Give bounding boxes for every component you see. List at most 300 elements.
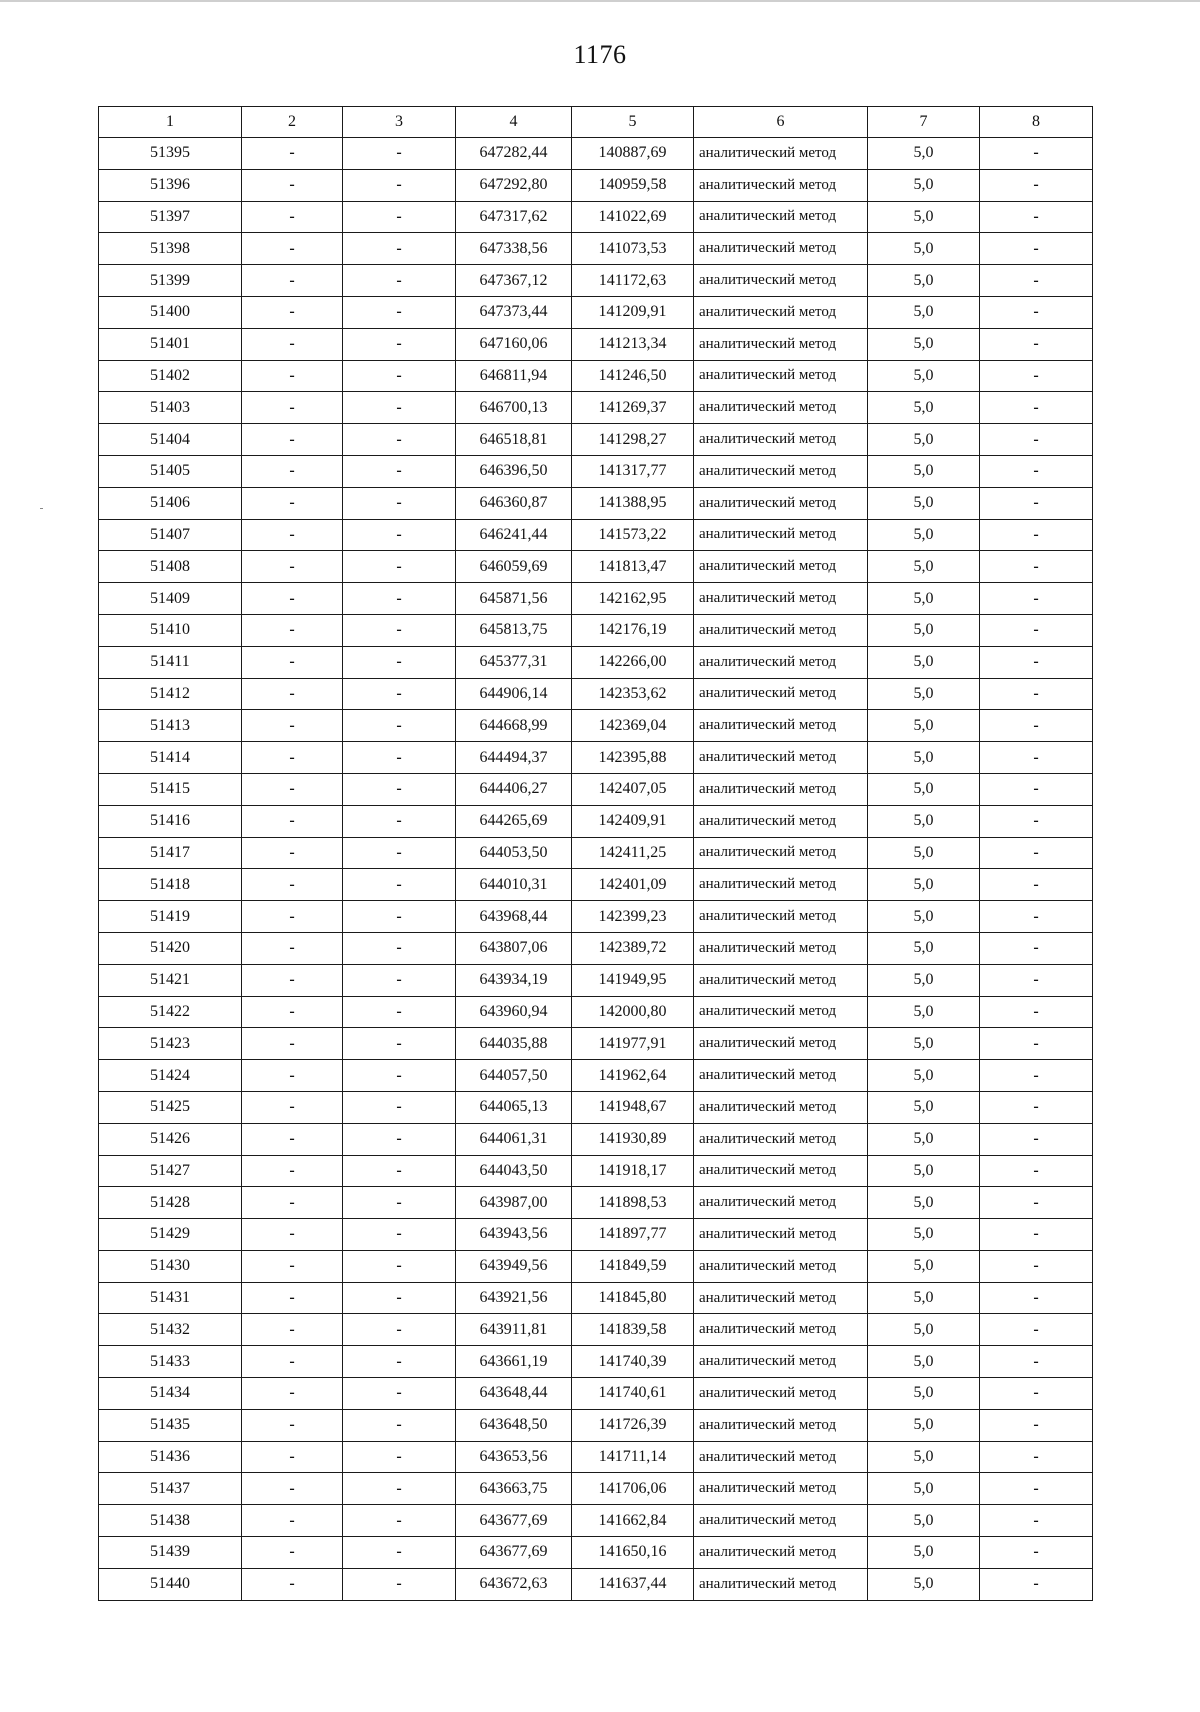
method-cell: аналитический метод [694, 392, 868, 424]
x-coordinate-cell: 644057,50 [456, 1060, 572, 1092]
col8-value-cell: - [980, 901, 1093, 933]
y-coordinate-cell: 141977,91 [572, 1028, 694, 1060]
x-coordinate-cell: 644265,69 [456, 805, 572, 837]
x-coordinate-cell: 647160,06 [456, 328, 572, 360]
x-coordinate-cell: 644035,88 [456, 1028, 572, 1060]
method-cell: аналитический метод [694, 1314, 868, 1346]
accuracy-cell: 5,0 [868, 1568, 980, 1600]
y-coordinate-cell: 141918,17 [572, 1155, 694, 1187]
method-cell: аналитический метод [694, 360, 868, 392]
col2-value-cell: - [242, 837, 343, 869]
col8-value-cell: - [980, 201, 1093, 233]
point-number-cell: 51436 [99, 1441, 242, 1473]
method-cell: аналитический метод [694, 1505, 868, 1537]
point-number-cell: 51424 [99, 1060, 242, 1092]
table-row [99, 487, 1093, 519]
col3-value-cell: - [343, 1187, 456, 1219]
point-number-cell: 51409 [99, 583, 242, 615]
x-coordinate-cell: 643968,44 [456, 901, 572, 933]
method-cell: аналитический метод [694, 551, 868, 583]
table-row [99, 646, 1093, 678]
column-header-4: 4 [456, 107, 572, 138]
method-cell: аналитический метод [694, 932, 868, 964]
col3-value-cell: - [343, 964, 456, 996]
col2-value-cell: - [242, 1314, 343, 1346]
method-cell: аналитический метод [694, 1091, 868, 1123]
col2-value-cell: - [242, 1091, 343, 1123]
y-coordinate-cell: 141650,16 [572, 1537, 694, 1569]
accuracy-cell: 5,0 [868, 678, 980, 710]
col8-value-cell: - [980, 519, 1093, 551]
accuracy-cell: 5,0 [868, 1282, 980, 1314]
x-coordinate-cell: 644065,13 [456, 1091, 572, 1123]
point-number-cell: 51433 [99, 1346, 242, 1378]
x-coordinate-cell: 643663,75 [456, 1473, 572, 1505]
accuracy-cell: 5,0 [868, 1123, 980, 1155]
col3-value-cell: - [343, 646, 456, 678]
table-row [99, 964, 1093, 996]
col2-value-cell: - [242, 678, 343, 710]
column-header-3: 3 [343, 107, 456, 138]
accuracy-cell: 5,0 [868, 392, 980, 424]
x-coordinate-cell: 647292,80 [456, 169, 572, 201]
col2-value-cell: - [242, 1250, 343, 1282]
method-cell: аналитический метод [694, 614, 868, 646]
col3-value-cell: - [343, 328, 456, 360]
method-cell: аналитический метод [694, 1537, 868, 1569]
x-coordinate-cell: 643949,56 [456, 1250, 572, 1282]
method-cell: аналитический метод [694, 201, 868, 233]
accuracy-cell: 5,0 [868, 932, 980, 964]
col3-value-cell: - [343, 1155, 456, 1187]
accuracy-cell: 5,0 [868, 487, 980, 519]
col3-value-cell: - [343, 1378, 456, 1410]
col2-value-cell: - [242, 805, 343, 837]
accuracy-cell: 5,0 [868, 169, 980, 201]
table-row [99, 1219, 1093, 1251]
col8-value-cell: - [980, 233, 1093, 265]
table-row [99, 1409, 1093, 1441]
y-coordinate-cell: 142176,19 [572, 614, 694, 646]
col3-value-cell: - [343, 583, 456, 615]
method-cell: аналитический метод [694, 169, 868, 201]
col3-value-cell: - [343, 455, 456, 487]
col3-value-cell: - [343, 869, 456, 901]
col3-value-cell: - [343, 1409, 456, 1441]
point-number-cell: 51411 [99, 646, 242, 678]
col8-value-cell: - [980, 138, 1093, 170]
table-header-row [99, 107, 1093, 138]
col8-value-cell: - [980, 996, 1093, 1028]
col8-value-cell: - [980, 583, 1093, 615]
point-number-cell: 51396 [99, 169, 242, 201]
accuracy-cell: 5,0 [868, 1250, 980, 1282]
table-row [99, 710, 1093, 742]
point-number-cell: 51439 [99, 1537, 242, 1569]
col8-value-cell: - [980, 392, 1093, 424]
point-number-cell: 51412 [99, 678, 242, 710]
table-row [99, 1123, 1093, 1155]
table-row [99, 932, 1093, 964]
y-coordinate-cell: 141962,64 [572, 1060, 694, 1092]
col8-value-cell: - [980, 614, 1093, 646]
table-row [99, 233, 1093, 265]
y-coordinate-cell: 141637,44 [572, 1568, 694, 1600]
col3-value-cell: - [343, 1028, 456, 1060]
method-cell: аналитический метод [694, 742, 868, 774]
col2-value-cell: - [242, 1378, 343, 1410]
point-number-cell: 51405 [99, 455, 242, 487]
col8-value-cell: - [980, 837, 1093, 869]
table-row [99, 392, 1093, 424]
table-row [99, 1187, 1093, 1219]
column-header-5: 5 [572, 107, 694, 138]
method-cell: аналитический метод [694, 1346, 868, 1378]
col2-value-cell: - [242, 1155, 343, 1187]
col2-value-cell: - [242, 1123, 343, 1155]
y-coordinate-cell: 141209,91 [572, 296, 694, 328]
y-coordinate-cell: 141269,37 [572, 392, 694, 424]
col8-value-cell: - [980, 932, 1093, 964]
table-row [99, 678, 1093, 710]
x-coordinate-cell: 643677,69 [456, 1505, 572, 1537]
accuracy-cell: 5,0 [868, 837, 980, 869]
x-coordinate-cell: 647373,44 [456, 296, 572, 328]
col3-value-cell: - [343, 837, 456, 869]
point-number-cell: 51418 [99, 869, 242, 901]
y-coordinate-cell: 142266,00 [572, 646, 694, 678]
point-number-cell: 51427 [99, 1155, 242, 1187]
column-header-2: 2 [242, 107, 343, 138]
col2-value-cell: - [242, 201, 343, 233]
y-coordinate-cell: 141388,95 [572, 487, 694, 519]
y-coordinate-cell: 141213,34 [572, 328, 694, 360]
y-coordinate-cell: 142409,91 [572, 805, 694, 837]
method-cell: аналитический метод [694, 1378, 868, 1410]
col2-value-cell: - [242, 392, 343, 424]
col3-value-cell: - [343, 1568, 456, 1600]
point-number-cell: 51408 [99, 551, 242, 583]
table-row [99, 1441, 1093, 1473]
method-cell: аналитический метод [694, 455, 868, 487]
x-coordinate-cell: 643653,56 [456, 1441, 572, 1473]
accuracy-cell: 5,0 [868, 1537, 980, 1569]
point-number-cell: 51437 [99, 1473, 242, 1505]
y-coordinate-cell: 140887,69 [572, 138, 694, 170]
accuracy-cell: 5,0 [868, 360, 980, 392]
accuracy-cell: 5,0 [868, 1473, 980, 1505]
y-coordinate-cell: 142411,25 [572, 837, 694, 869]
col8-value-cell: - [980, 487, 1093, 519]
col3-value-cell: - [343, 1091, 456, 1123]
col3-value-cell: - [343, 773, 456, 805]
y-coordinate-cell: 142369,04 [572, 710, 694, 742]
table-row [99, 773, 1093, 805]
col2-value-cell: - [242, 296, 343, 328]
col8-value-cell: - [980, 1060, 1093, 1092]
col3-value-cell: - [343, 551, 456, 583]
col2-value-cell: - [242, 1441, 343, 1473]
table-row [99, 1568, 1093, 1600]
x-coordinate-cell: 644668,99 [456, 710, 572, 742]
column-header-1: 1 [99, 107, 242, 138]
col8-value-cell: - [980, 1537, 1093, 1569]
y-coordinate-cell: 140959,58 [572, 169, 694, 201]
accuracy-cell: 5,0 [868, 646, 980, 678]
point-number-cell: 51407 [99, 519, 242, 551]
table-row [99, 1378, 1093, 1410]
accuracy-cell: 5,0 [868, 1441, 980, 1473]
col3-value-cell: - [343, 710, 456, 742]
point-number-cell: 51403 [99, 392, 242, 424]
col2-value-cell: - [242, 710, 343, 742]
accuracy-cell: 5,0 [868, 1505, 980, 1537]
accuracy-cell: 5,0 [868, 328, 980, 360]
x-coordinate-cell: 646518,81 [456, 424, 572, 456]
table-row [99, 614, 1093, 646]
table-row [99, 583, 1093, 615]
col8-value-cell: - [980, 1409, 1093, 1441]
accuracy-cell: 5,0 [868, 265, 980, 297]
accuracy-cell: 5,0 [868, 1028, 980, 1060]
table-row [99, 1505, 1093, 1537]
col3-value-cell: - [343, 996, 456, 1028]
x-coordinate-cell: 644061,31 [456, 1123, 572, 1155]
y-coordinate-cell: 142000,80 [572, 996, 694, 1028]
y-coordinate-cell: 142389,72 [572, 932, 694, 964]
col2-value-cell: - [242, 233, 343, 265]
accuracy-cell: 5,0 [868, 201, 980, 233]
method-cell: аналитический метод [694, 678, 868, 710]
point-number-cell: 51435 [99, 1409, 242, 1441]
point-number-cell: 51425 [99, 1091, 242, 1123]
x-coordinate-cell: 646811,94 [456, 360, 572, 392]
method-cell: аналитический метод [694, 1187, 868, 1219]
y-coordinate-cell: 141711,14 [572, 1441, 694, 1473]
table-row [99, 138, 1093, 170]
table-row [99, 328, 1093, 360]
point-number-cell: 51426 [99, 1123, 242, 1155]
x-coordinate-cell: 643987,00 [456, 1187, 572, 1219]
col2-value-cell: - [242, 519, 343, 551]
col8-value-cell: - [980, 1282, 1093, 1314]
method-cell: аналитический метод [694, 328, 868, 360]
col3-value-cell: - [343, 901, 456, 933]
method-cell: аналитический метод [694, 1409, 868, 1441]
point-number-cell: 51423 [99, 1028, 242, 1060]
y-coordinate-cell: 141898,53 [572, 1187, 694, 1219]
method-cell: аналитический метод [694, 837, 868, 869]
accuracy-cell: 5,0 [868, 1187, 980, 1219]
y-coordinate-cell: 141022,69 [572, 201, 694, 233]
y-coordinate-cell: 142353,62 [572, 678, 694, 710]
col3-value-cell: - [343, 265, 456, 297]
col8-value-cell: - [980, 328, 1093, 360]
col2-value-cell: - [242, 773, 343, 805]
x-coordinate-cell: 645377,31 [456, 646, 572, 678]
col3-value-cell: - [343, 1441, 456, 1473]
point-number-cell: 51417 [99, 837, 242, 869]
method-cell: аналитический метод [694, 1441, 868, 1473]
point-number-cell: 51395 [99, 138, 242, 170]
col3-value-cell: - [343, 1060, 456, 1092]
column-header-8: 8 [980, 107, 1093, 138]
accuracy-cell: 5,0 [868, 1378, 980, 1410]
col3-value-cell: - [343, 201, 456, 233]
col2-value-cell: - [242, 869, 343, 901]
col2-value-cell: - [242, 1060, 343, 1092]
table-row [99, 265, 1093, 297]
x-coordinate-cell: 645813,75 [456, 614, 572, 646]
x-coordinate-cell: 644010,31 [456, 869, 572, 901]
point-number-cell: 51410 [99, 614, 242, 646]
col8-value-cell: - [980, 773, 1093, 805]
col2-value-cell: - [242, 1028, 343, 1060]
x-coordinate-cell: 644053,50 [456, 837, 572, 869]
col2-value-cell: - [242, 996, 343, 1028]
point-number-cell: 51440 [99, 1568, 242, 1600]
accuracy-cell: 5,0 [868, 996, 980, 1028]
x-coordinate-cell: 646396,50 [456, 455, 572, 487]
col3-value-cell: - [343, 138, 456, 170]
column-header-6: 6 [694, 107, 868, 138]
point-number-cell: 51432 [99, 1314, 242, 1346]
point-number-cell: 51431 [99, 1282, 242, 1314]
point-number-cell: 51399 [99, 265, 242, 297]
col2-value-cell: - [242, 1187, 343, 1219]
method-cell: аналитический метод [694, 710, 868, 742]
x-coordinate-cell: 643672,63 [456, 1568, 572, 1600]
col8-value-cell: - [980, 1378, 1093, 1410]
method-cell: аналитический метод [694, 583, 868, 615]
point-number-cell: 51406 [99, 487, 242, 519]
method-cell: аналитический метод [694, 1155, 868, 1187]
y-coordinate-cell: 141948,67 [572, 1091, 694, 1123]
col8-value-cell: - [980, 551, 1093, 583]
col8-value-cell: - [980, 678, 1093, 710]
x-coordinate-cell: 643677,69 [456, 1537, 572, 1569]
col8-value-cell: - [980, 1091, 1093, 1123]
accuracy-cell: 5,0 [868, 1346, 980, 1378]
col3-value-cell: - [343, 1537, 456, 1569]
col2-value-cell: - [242, 1346, 343, 1378]
col2-value-cell: - [242, 487, 343, 519]
accuracy-cell: 5,0 [868, 805, 980, 837]
x-coordinate-cell: 643960,94 [456, 996, 572, 1028]
y-coordinate-cell: 141298,27 [572, 424, 694, 456]
col3-value-cell: - [343, 742, 456, 774]
column-header-7: 7 [868, 107, 980, 138]
scan-artifact [40, 508, 43, 509]
method-cell: аналитический метод [694, 869, 868, 901]
x-coordinate-cell: 646360,87 [456, 487, 572, 519]
accuracy-cell: 5,0 [868, 583, 980, 615]
col8-value-cell: - [980, 964, 1093, 996]
point-number-cell: 51419 [99, 901, 242, 933]
method-cell: аналитический метод [694, 265, 868, 297]
col2-value-cell: - [242, 1409, 343, 1441]
method-cell: аналитический метод [694, 296, 868, 328]
col2-value-cell: - [242, 1219, 343, 1251]
table-row [99, 837, 1093, 869]
point-number-cell: 51402 [99, 360, 242, 392]
col2-value-cell: - [242, 901, 343, 933]
y-coordinate-cell: 141845,80 [572, 1282, 694, 1314]
point-number-cell: 51414 [99, 742, 242, 774]
point-number-cell: 51421 [99, 964, 242, 996]
x-coordinate-cell: 643648,50 [456, 1409, 572, 1441]
y-coordinate-cell: 141930,89 [572, 1123, 694, 1155]
method-cell: аналитический метод [694, 646, 868, 678]
y-coordinate-cell: 141740,39 [572, 1346, 694, 1378]
method-cell: аналитический метод [694, 996, 868, 1028]
table-row [99, 996, 1093, 1028]
y-coordinate-cell: 142407,05 [572, 773, 694, 805]
col8-value-cell: - [980, 710, 1093, 742]
col2-value-cell: - [242, 1282, 343, 1314]
x-coordinate-cell: 646700,13 [456, 392, 572, 424]
col2-value-cell: - [242, 614, 343, 646]
col3-value-cell: - [343, 392, 456, 424]
table-row [99, 455, 1093, 487]
col8-value-cell: - [980, 1123, 1093, 1155]
accuracy-cell: 5,0 [868, 424, 980, 456]
y-coordinate-cell: 141073,53 [572, 233, 694, 265]
accuracy-cell: 5,0 [868, 233, 980, 265]
point-number-cell: 51397 [99, 201, 242, 233]
x-coordinate-cell: 646241,44 [456, 519, 572, 551]
accuracy-cell: 5,0 [868, 1314, 980, 1346]
col2-value-cell: - [242, 1568, 343, 1600]
col8-value-cell: - [980, 1441, 1093, 1473]
table-row [99, 519, 1093, 551]
point-number-cell: 51404 [99, 424, 242, 456]
accuracy-cell: 5,0 [868, 1409, 980, 1441]
col3-value-cell: - [343, 233, 456, 265]
col2-value-cell: - [242, 455, 343, 487]
y-coordinate-cell: 142395,88 [572, 742, 694, 774]
x-coordinate-cell: 647367,12 [456, 265, 572, 297]
y-coordinate-cell: 141573,22 [572, 519, 694, 551]
col3-value-cell: - [343, 1123, 456, 1155]
method-cell: аналитический метод [694, 487, 868, 519]
method-cell: аналитический метод [694, 901, 868, 933]
table-body [99, 138, 1093, 1601]
col8-value-cell: - [980, 1473, 1093, 1505]
col8-value-cell: - [980, 805, 1093, 837]
col3-value-cell: - [343, 169, 456, 201]
x-coordinate-cell: 646059,69 [456, 551, 572, 583]
table-row [99, 296, 1093, 328]
col8-value-cell: - [980, 1346, 1093, 1378]
point-number-cell: 51429 [99, 1219, 242, 1251]
point-number-cell: 51428 [99, 1187, 242, 1219]
col8-value-cell: - [980, 742, 1093, 774]
method-cell: аналитический метод [694, 964, 868, 996]
method-cell: аналитический метод [694, 1250, 868, 1282]
col2-value-cell: - [242, 138, 343, 170]
table-row [99, 901, 1093, 933]
point-number-cell: 51413 [99, 710, 242, 742]
col8-value-cell: - [980, 646, 1093, 678]
col2-value-cell: - [242, 1537, 343, 1569]
table-row [99, 1060, 1093, 1092]
method-cell: аналитический метод [694, 1123, 868, 1155]
y-coordinate-cell: 142162,95 [572, 583, 694, 615]
accuracy-cell: 5,0 [868, 614, 980, 646]
accuracy-cell: 5,0 [868, 964, 980, 996]
col2-value-cell: - [242, 265, 343, 297]
